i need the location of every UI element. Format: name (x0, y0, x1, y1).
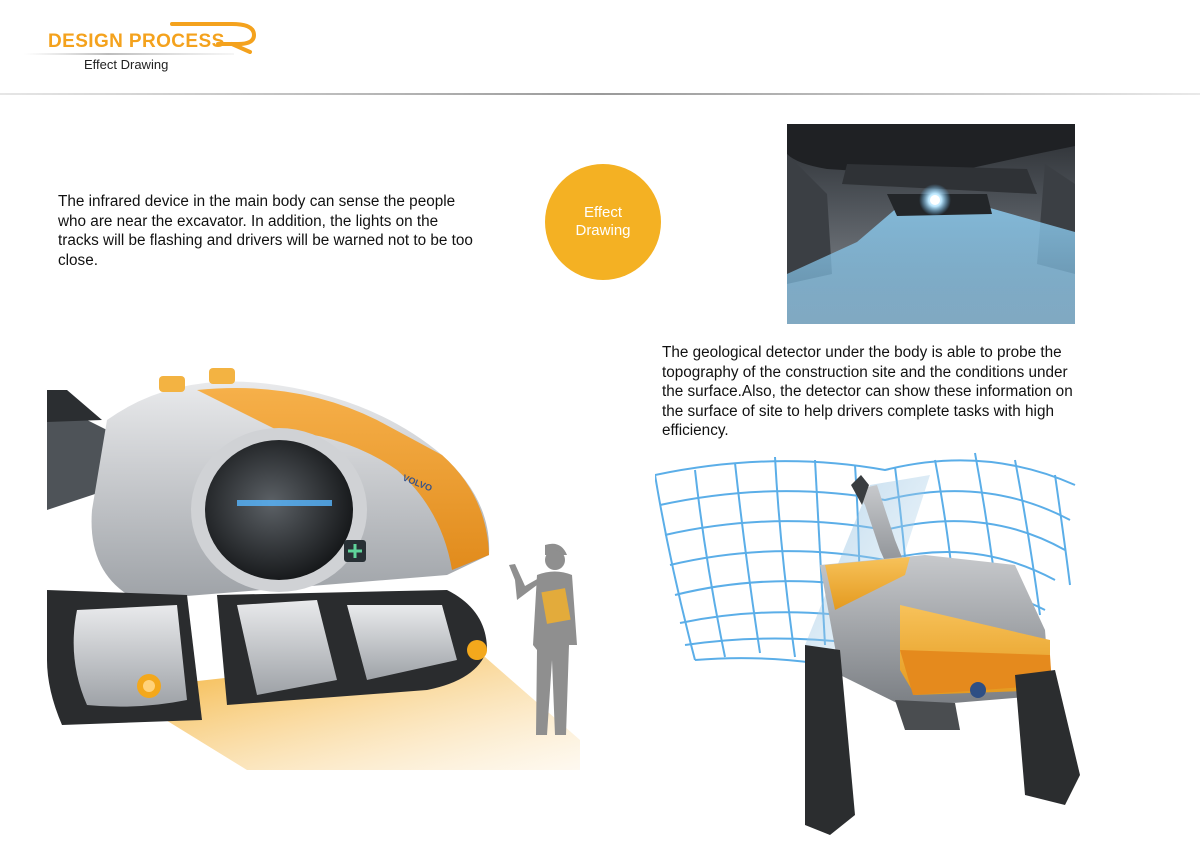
volvo-brand-mark: VOLVO (401, 472, 434, 494)
geological-description: The geological detector under the body is able to probe the topography of the construction site and the conditions under the surface.Also, the detector can show these information on the surface of site to help drivers complete tasks with high efficiency. (662, 344, 1073, 439)
section-title-text: DESIGN PROCESS (48, 31, 225, 52)
section-subtitle: Effect Drawing (84, 57, 169, 72)
detector-closeup-render (787, 124, 1075, 324)
excavator-rear-grid-render (655, 445, 1080, 845)
page-header (0, 0, 1200, 96)
excavator-side-render (47, 360, 580, 770)
r-letter-logo-icon (170, 18, 266, 54)
effect-drawing-badge (545, 164, 661, 280)
effect-drawing-badge-label: Effect Drawing (575, 204, 631, 239)
header-divider (0, 93, 1200, 95)
infrared-description: The infrared device in the main body can sense the people who are near the excavator. In addition, the lights on the tracks will be flashing and drivers will be warned not to be too close. (58, 193, 473, 269)
title-underline (24, 53, 234, 55)
